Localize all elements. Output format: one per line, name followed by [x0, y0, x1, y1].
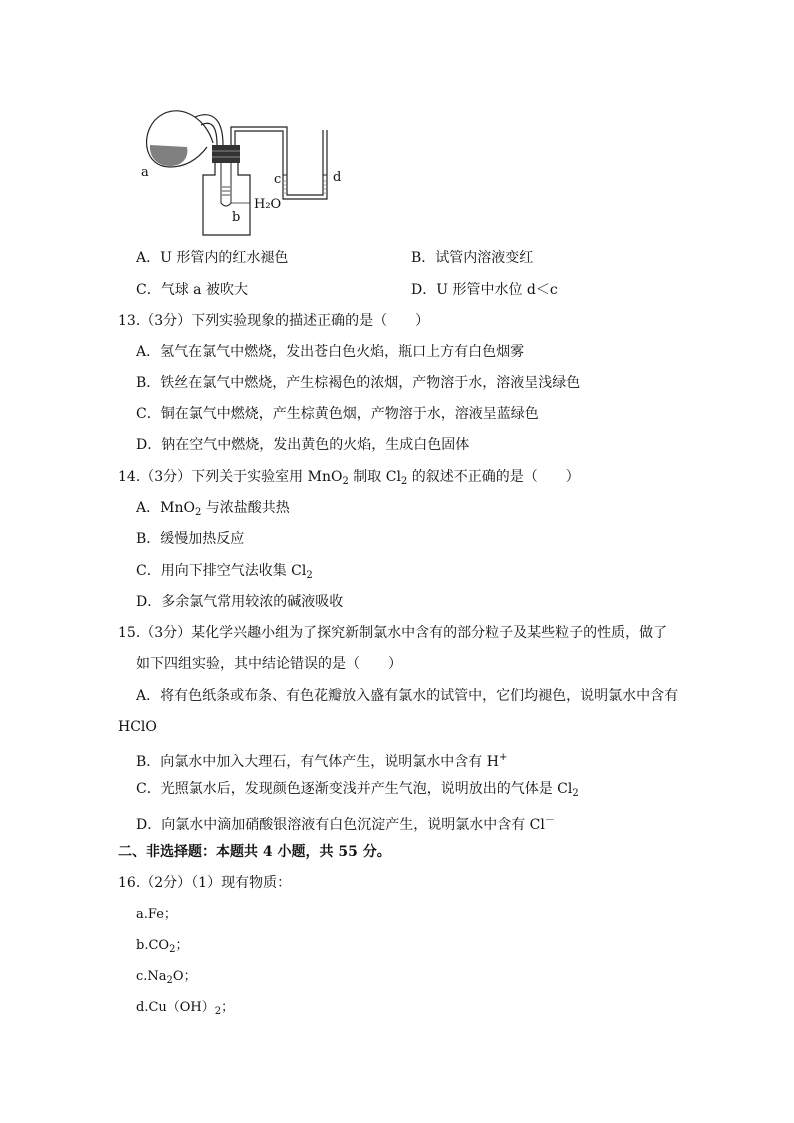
balloon-neck	[195, 115, 223, 145]
q12-option-a: A．U 形管内的红水褪色	[136, 250, 289, 266]
q16-item-c: $c.Na_2O$；	[136, 969, 197, 986]
q16-item-b: $b.CO_2$；	[136, 938, 189, 955]
label-a: a	[141, 165, 149, 180]
test-tube	[221, 163, 231, 206]
q13-option-d: D．钠在空气中燃烧，发出黄色的火焰，生成白色固体	[136, 437, 470, 453]
q13-option-c: C．铜在氯气中燃烧，产生棕黄色烟，产物溶于水，溶液呈蓝绿色	[136, 406, 539, 422]
q15-option-b: B．向氯水中加入大理石，有气体产生，说明氯水中含有 H+	[136, 752, 508, 770]
q13-option-b: B．铁丝在氯气中燃烧，产生棕褐色的浓烟，产物溶于水，溶液呈浅绿色	[136, 375, 581, 391]
label-d: d	[333, 170, 342, 185]
q14-option-b: B．缓慢加热反应	[136, 531, 245, 547]
q14-option-a: A．MnO$_2$ 与浓盐酸共热	[136, 500, 290, 518]
section-title: 二、非选择题：本题共 4 小题，共 55 分。	[118, 844, 391, 860]
q14-option-c: C．用向下排空气法收集 $Cl_2$	[136, 563, 313, 581]
q12-option-c: C．气球 a 被吹大	[136, 282, 248, 298]
q12-option-b: B．试管内溶液变红	[411, 250, 534, 266]
q16-item-d: $d.Cu(OH)_2$；	[136, 1000, 235, 1017]
q15-option-a: A．将有色纸条或布条、有色花瓣放入盛有氯水的试管中，它们均褪色，说明氯水中含有	[136, 688, 679, 704]
q15-option-d: D．向氯水中滴加硝酸银溶液有白色沉淀产生，说明氯水中含有 Cl－	[136, 815, 555, 833]
q15-stem-line1: 15.（3分）某化学兴趣小组为了探究新制氯水中含有的部分粒子及某些粒子的性质，做了	[118, 625, 668, 641]
q14-stem: 14.（3分）下列关于实验室用 MnO$_2$ 制取 $Cl_2$ 的叙述不正确的是（ ）	[118, 469, 580, 487]
label-h2o: H₂O	[254, 197, 282, 212]
q16-item-a: a.Fe；	[136, 907, 177, 922]
flask	[203, 163, 250, 235]
q13-stem: 13.（3分）下列实验现象的描述正确的是（ ）	[118, 313, 430, 329]
q15-stem-line2: 如下四组实验，其中结论错误的是（ ）	[136, 656, 402, 672]
q13-option-a: A．氢气在氯气中燃烧，发出苍白色火焰，瓶口上方有白色烟雾	[136, 344, 525, 360]
q14-option-d: D．多余氯气常用较浓的碱液吸收	[136, 594, 344, 610]
q12-option-d: D．U 形管中水位 d＜c	[411, 282, 558, 298]
rubber-stopper	[212, 145, 240, 163]
q15-option-a-cont: HClO	[118, 719, 157, 735]
q15-option-c: C．光照氯水后，发现颜色逐渐变浅并产生气泡，说明放出的气体是 $Cl_2$	[136, 781, 579, 799]
label-b: b	[232, 210, 241, 225]
label-c: c	[274, 172, 282, 187]
q16-stem: 16.（2分）（1）现有物质：	[118, 875, 292, 891]
apparatus-figure	[135, 95, 365, 245]
